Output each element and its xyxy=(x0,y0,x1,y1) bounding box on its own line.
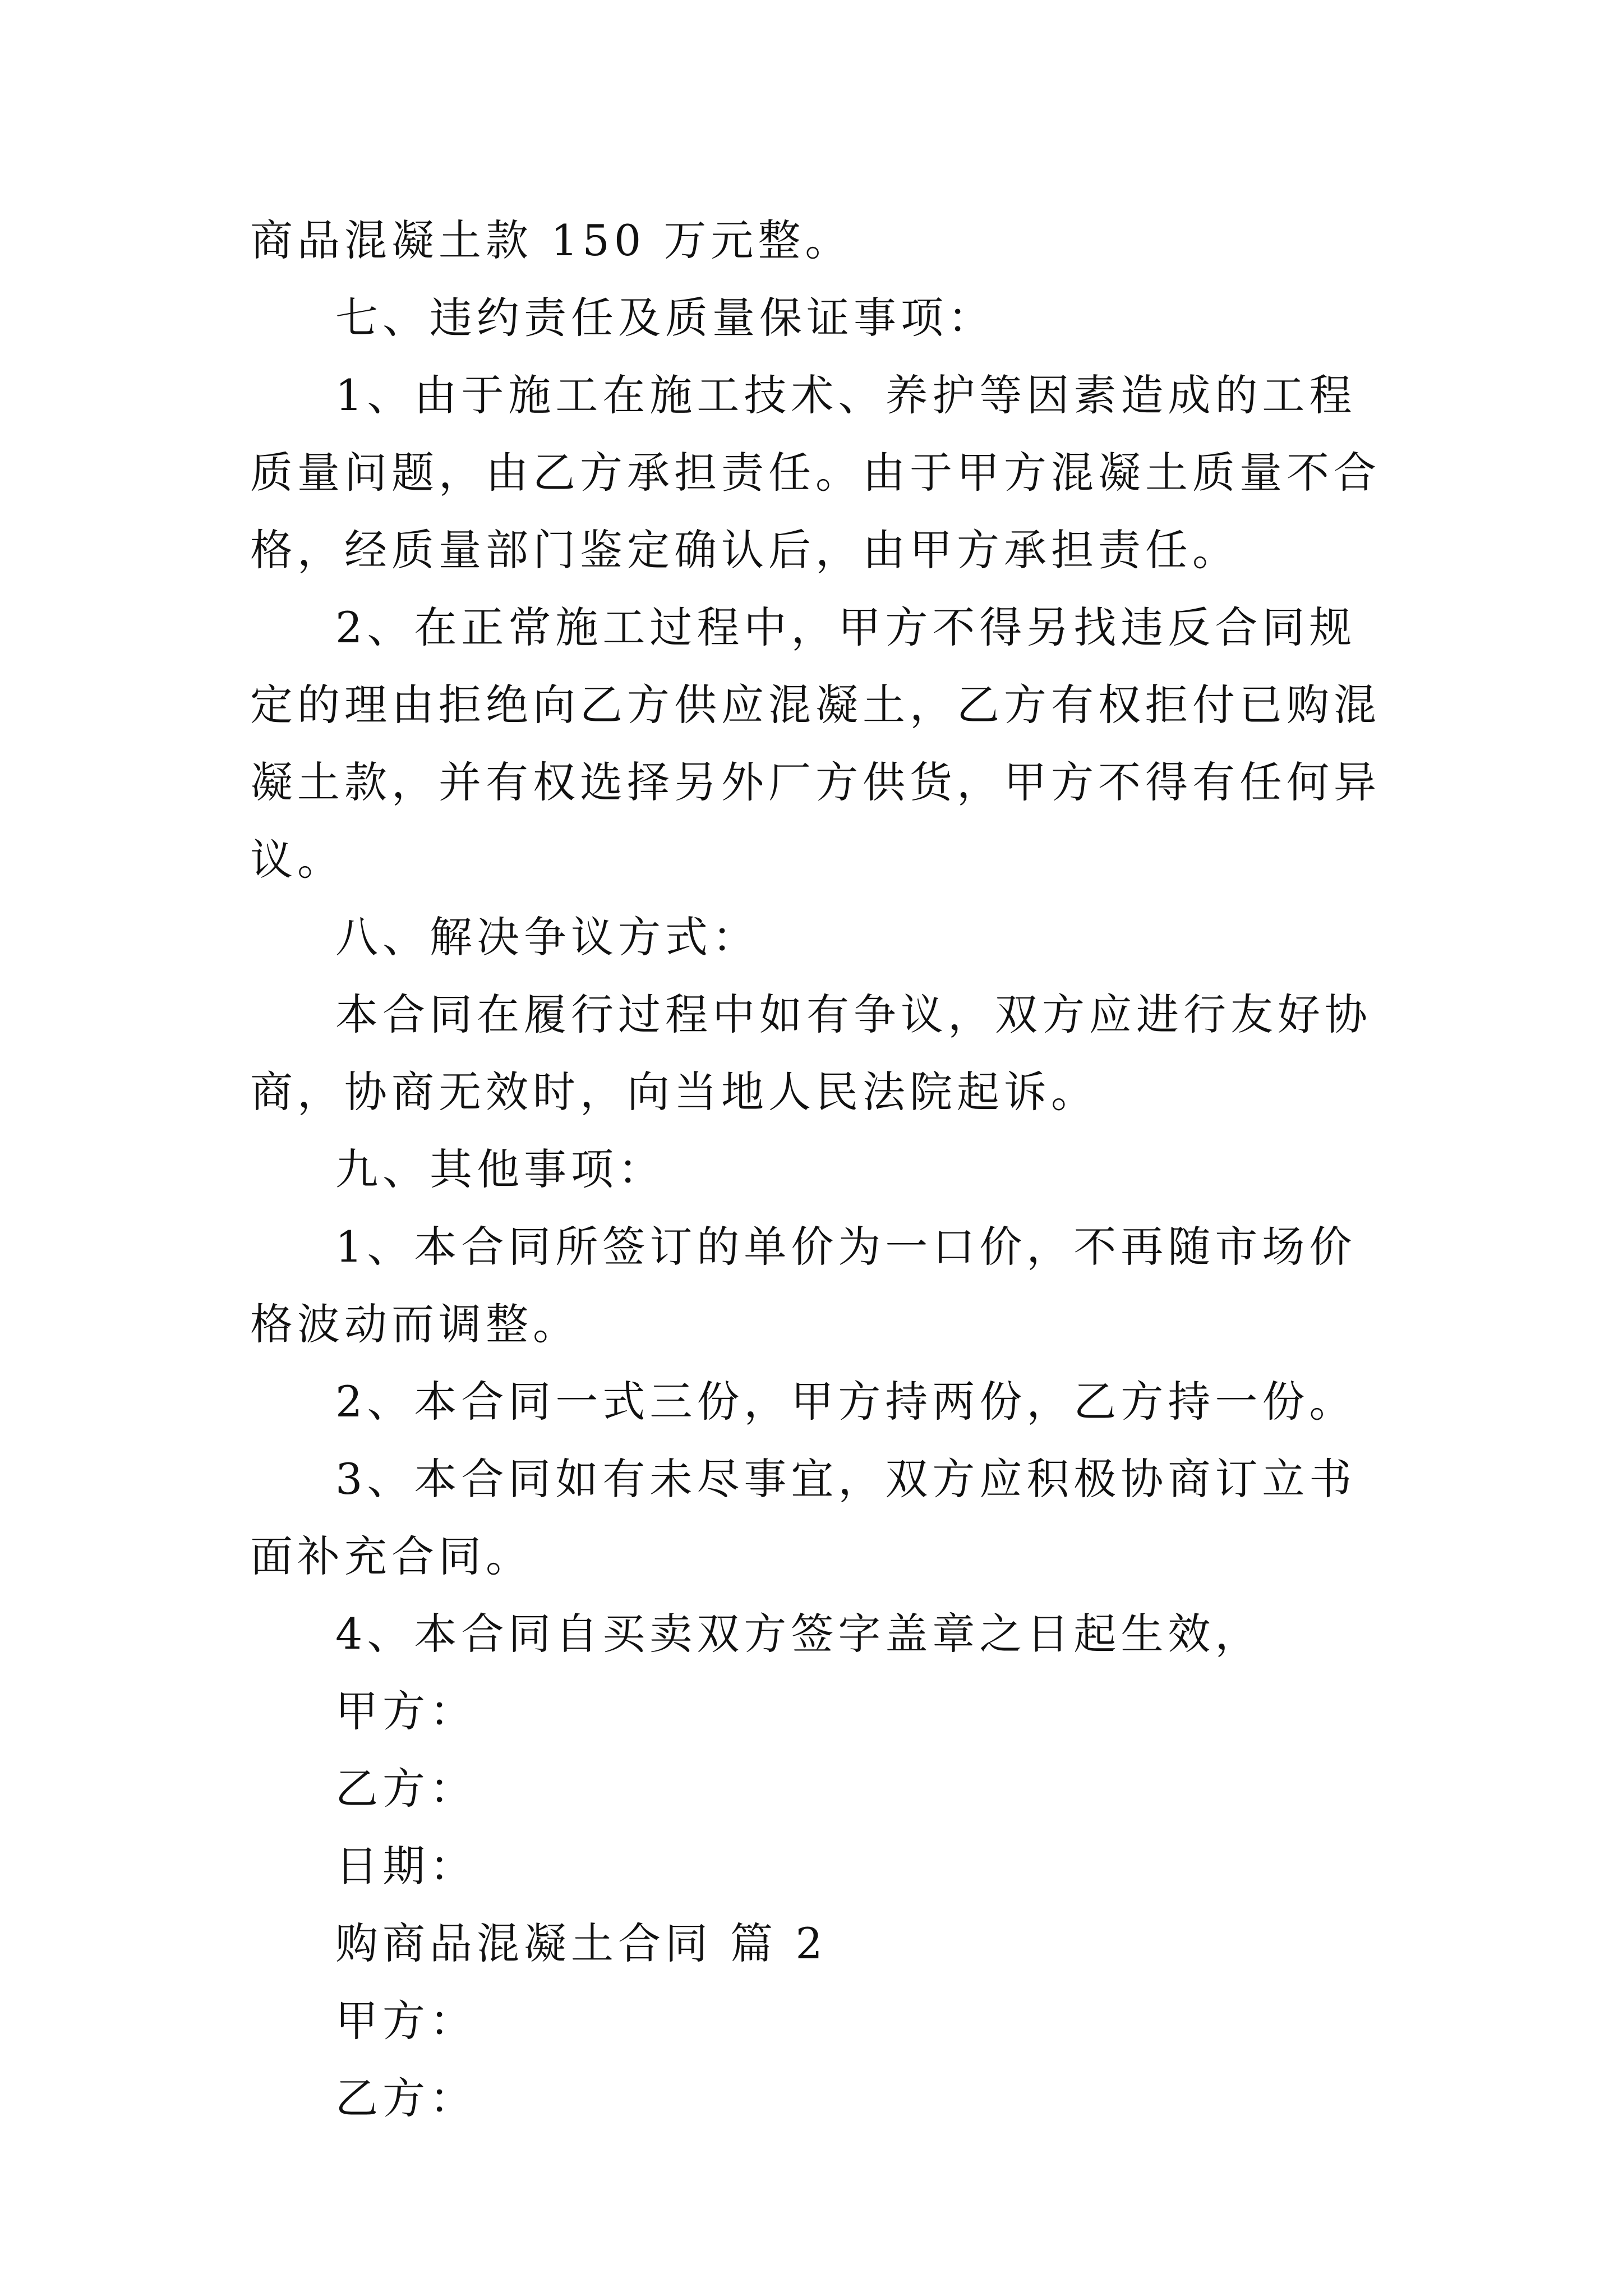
document-body xyxy=(250,202,1397,2137)
section-heading-liability: 七、违约责任及质量保证事项： xyxy=(335,293,995,343)
clause-other-3: 3、本合同如有未尽事宜，双方应积极协商订立书面补充合同。 xyxy=(250,1454,1357,1581)
signature-party-a: 甲方： xyxy=(335,1686,477,1736)
signature-date: 日期： xyxy=(335,1841,477,1891)
clause-dispute: 本合同在履行过程中如有争议，双方应进行友好协商，协商无效时，向当地人民法院起诉。 xyxy=(250,990,1372,1117)
section-heading-other: 九、其他事项： xyxy=(335,1144,665,1194)
clause-other-4: 4、本合同自买卖双方签字盖章之日起生效， xyxy=(335,1609,1262,1659)
party-b-label: 乙方： xyxy=(335,2073,477,2123)
clause-other-2: 2、本合同一式三份，甲方持两份，乙方持一份。 xyxy=(335,1377,1357,1427)
clause-other-1: 1、本合同所签订的单价为一口价，不再随市场价格波动而调整。 xyxy=(250,1222,1357,1349)
party-a-label: 甲方： xyxy=(335,1996,477,2046)
paragraph-payment-amount: 商品混凝土款 150 万元整。 xyxy=(250,215,852,265)
contract-title-part-2: 购商品混凝土合同 篇 2 xyxy=(335,1918,827,1968)
section-heading-dispute: 八、解决争议方式： xyxy=(335,912,759,962)
signature-party-b: 乙方： xyxy=(335,1764,477,1814)
clause-liability-2: 2、在正常施工过程中，甲方不得另找违反合同规定的理由拒绝向乙方供应混凝土，乙方有权拒付已购混凝土款，并有权选择另外厂方供货，甲方不得有任何异议。 xyxy=(250,602,1381,885)
clause-liability-1: 1、由于施工在施工技术、养护等因素造成的工程质量问题，由乙方承担责任。由于甲方混凝土质量不合格，经质量部门鉴定确认后，由甲方承担责任。 xyxy=(250,370,1381,575)
